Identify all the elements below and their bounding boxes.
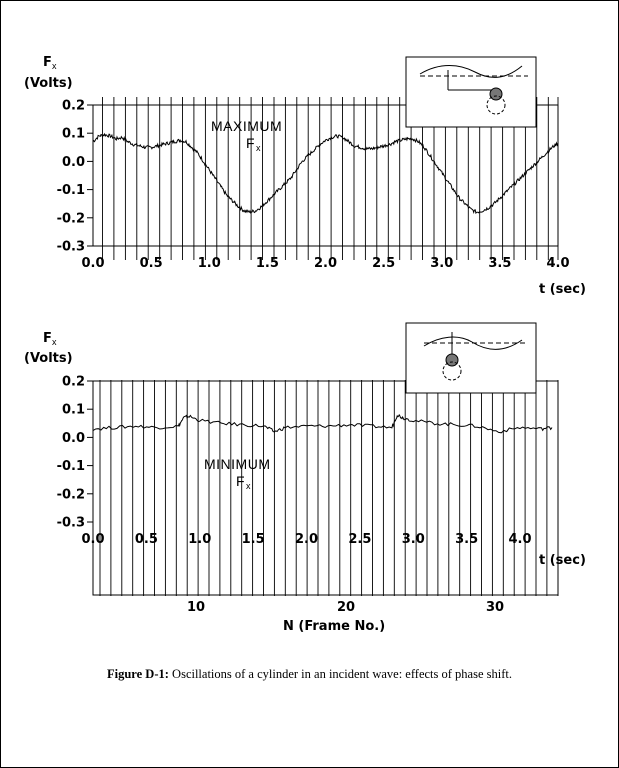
top-x-tick-label: 0.0 bbox=[81, 256, 105, 271]
top-inset-box bbox=[406, 57, 536, 127]
top-annotation-sub-sub: x bbox=[256, 143, 261, 153]
caption-text: Oscillations of a cylinder in an incident wave: effects of phase shift. bbox=[168, 667, 512, 681]
bottom-inset-cylinder bbox=[446, 354, 458, 366]
top-series-line bbox=[93, 134, 558, 213]
top-y-tick-label: 0.1 bbox=[61, 126, 85, 142]
top-x-tick-label: 3.0 bbox=[430, 256, 454, 271]
bottom-x-tick-label: 2.5 bbox=[348, 532, 372, 547]
bottom-ylabel-main: F bbox=[43, 331, 52, 346]
bottom-ylabel-sub: x bbox=[52, 337, 57, 347]
top-annotation-sub-main: F bbox=[246, 135, 256, 151]
bottom-annotation-main: MINIMUM bbox=[204, 456, 271, 472]
bottom-xlabel-frames: N (Frame No.) bbox=[283, 619, 386, 634]
top-x-tick-label: 2.5 bbox=[372, 256, 396, 271]
top-panel bbox=[24, 55, 586, 297]
top-y-tick-label: -0.1 bbox=[56, 183, 85, 199]
bottom-x-tick-label: 3.0 bbox=[401, 532, 425, 547]
top-y-tick-label: 0.0 bbox=[61, 154, 85, 170]
top-x-tick-label: 1.5 bbox=[255, 256, 279, 271]
caption-label: Figure D-1: bbox=[107, 667, 169, 681]
bottom-y-tick-label: -0.2 bbox=[56, 487, 85, 503]
bottom-x-tick-label: 1.0 bbox=[188, 532, 212, 547]
bottom-y-tick-label: 0.2 bbox=[61, 374, 85, 390]
bottom-x-tick-label: 0.0 bbox=[81, 532, 105, 547]
top-x-tick-label: 0.5 bbox=[139, 256, 163, 271]
bottom-x-ticks bbox=[81, 532, 531, 547]
top-inset-cylinder bbox=[490, 88, 502, 100]
bottom-inset-box bbox=[406, 323, 536, 393]
bottom-y-tick-label: -0.1 bbox=[56, 459, 85, 475]
top-ylabel-main: F bbox=[43, 55, 52, 70]
bottom-ylabel-units: (Volts) bbox=[24, 351, 73, 366]
bottom-x-tick-label: 3.5 bbox=[455, 532, 479, 547]
top-x-tick-label: 4.0 bbox=[546, 256, 570, 271]
bottom-x-tick-label: 1.5 bbox=[241, 532, 265, 547]
bottom-plot-frame bbox=[93, 381, 558, 595]
bottom-annotation-sub-main: F bbox=[236, 473, 246, 489]
top-ylabel-units: (Volts) bbox=[24, 76, 73, 91]
bottom-frame-tick-label: 20 bbox=[336, 600, 356, 615]
top-x-ticks bbox=[81, 256, 569, 271]
bottom-y-tick-label: 0.0 bbox=[61, 430, 85, 446]
bottom-y-ticks bbox=[57, 375, 93, 531]
bottom-x-tick-label: 4.0 bbox=[508, 532, 532, 547]
figure-caption bbox=[0, 667, 619, 682]
bottom-y-tick-label: -0.3 bbox=[56, 515, 85, 531]
top-y-ticks bbox=[57, 99, 93, 255]
bottom-frame-ticks bbox=[187, 600, 504, 615]
bottom-x-tick-label: 2.0 bbox=[294, 532, 319, 547]
bottom-series-line bbox=[93, 415, 552, 433]
bottom-annotation-sub-sub: x bbox=[246, 481, 251, 491]
top-x-tick-label: 1.0 bbox=[197, 256, 221, 271]
bottom-y-tick-label: 0.1 bbox=[61, 402, 85, 418]
top-y-tick-label: -0.2 bbox=[56, 211, 85, 227]
bottom-schematic-inset bbox=[406, 323, 536, 393]
top-ylabel-sub: x bbox=[52, 61, 57, 71]
top-y-tick-label: -0.3 bbox=[56, 239, 85, 255]
top-xlabel: t (sec) bbox=[539, 282, 586, 297]
top-schematic-inset bbox=[406, 57, 536, 127]
top-x-tick-label: 3.5 bbox=[488, 256, 512, 271]
bottom-frame-tick-label: 30 bbox=[485, 600, 505, 615]
bottom-x-tick-label: 0.5 bbox=[134, 532, 158, 547]
bottom-panel bbox=[24, 323, 586, 634]
top-x-tick-label: 2.0 bbox=[313, 256, 338, 271]
top-annotation-main: MAXIMUM bbox=[211, 118, 283, 134]
bottom-frame-lines bbox=[100, 380, 558, 596]
bottom-xlabel: t (sec) bbox=[539, 553, 586, 568]
bottom-frame-tick-label: 10 bbox=[186, 600, 206, 615]
top-y-tick-label: 0.2 bbox=[61, 98, 85, 114]
